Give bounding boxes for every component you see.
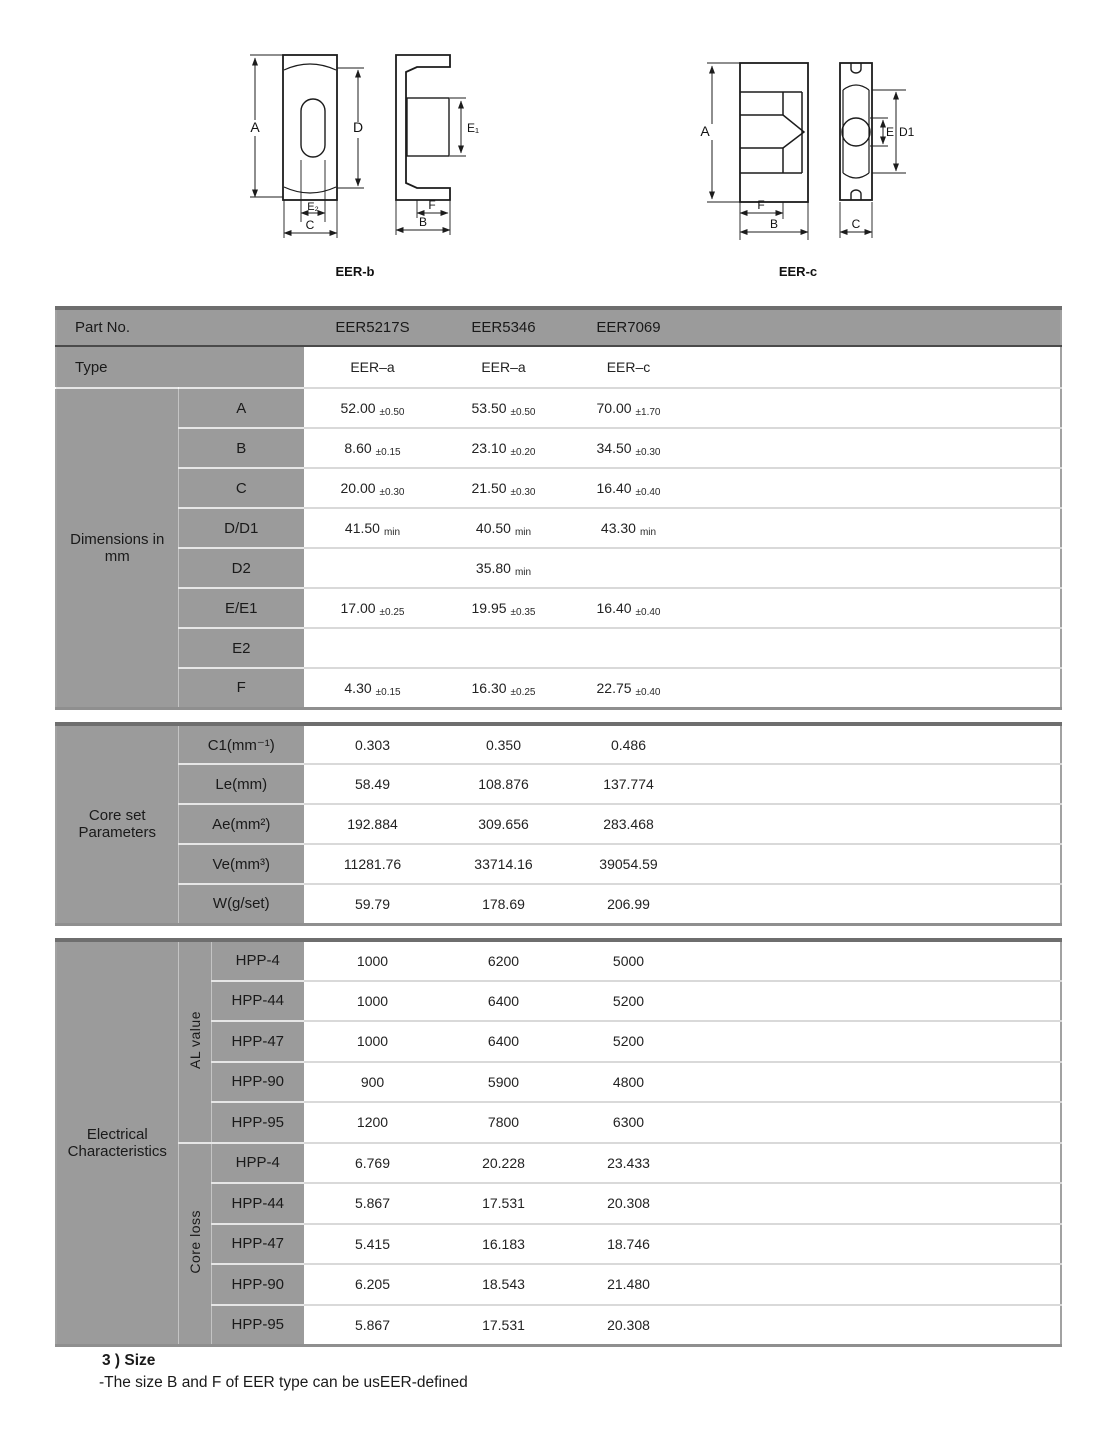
dim-row-f	[56, 668, 1061, 708]
core-loss-value: 5.415	[304, 1224, 441, 1265]
dim-row-label: F	[178, 668, 304, 708]
dim-value-cell	[566, 588, 691, 628]
al-value: 1000	[304, 1021, 441, 1062]
dim-tolerance: ±0.40	[635, 607, 661, 618]
empty-cell	[691, 724, 1061, 764]
type-label: Type	[56, 346, 304, 388]
dim-value: 35.80	[475, 560, 511, 576]
empty-cell	[691, 428, 1061, 468]
empty-cell	[691, 1102, 1061, 1143]
core-value: 309.656	[441, 804, 566, 844]
dim-row-e-e1	[56, 588, 1061, 628]
dimensions-table	[55, 306, 1062, 710]
dim-label-d: D	[352, 119, 364, 135]
dim-row-label: B	[178, 428, 304, 468]
dim-row-label: A	[178, 388, 304, 428]
core-loss-value: 20.308	[566, 1305, 691, 1346]
empty-cell	[691, 1305, 1061, 1346]
empty-cell	[691, 764, 1061, 804]
eer-b-diagram	[230, 40, 480, 285]
al-value: 1200	[304, 1102, 441, 1143]
material-label: HPP-44	[211, 1183, 304, 1224]
al-value: 5200	[566, 1021, 691, 1062]
core-value: 39054.59	[566, 844, 691, 884]
core-row-label: Ve(mm³)	[178, 844, 304, 884]
dim-label-f: F	[428, 198, 436, 212]
material-label: HPP-90	[211, 1062, 304, 1103]
dim-value-cell	[566, 628, 691, 668]
dim-tolerance: ±0.15	[375, 447, 401, 458]
size-note-heading: 3 ) Size	[102, 1352, 156, 1369]
core-value: 11281.76	[304, 844, 441, 884]
core-parameters-table	[55, 722, 1062, 926]
empty-cell	[691, 388, 1061, 428]
core-value: 58.49	[304, 764, 441, 804]
dim-value: 53.50	[471, 400, 507, 416]
dim-label-a: A	[700, 123, 710, 139]
dim-value-cell	[304, 428, 441, 468]
core-row-label: W(g/set)	[178, 884, 304, 924]
dim-tolerance: ±0.50	[510, 407, 536, 418]
dim-value-cell	[441, 388, 566, 428]
loss-row-hpp4	[56, 1143, 1061, 1184]
dim-value-cell	[304, 588, 441, 628]
al-value: 1000	[304, 940, 441, 981]
dim-label-c: C	[851, 217, 861, 231]
dim-value-cell	[441, 628, 566, 668]
dim-value: 20.00	[340, 480, 376, 496]
dim-value: 21.50	[471, 480, 507, 496]
dim-tolerance: ±0.25	[379, 607, 405, 618]
dim-value: 17.00	[340, 600, 376, 616]
core-loss-value: 17.531	[441, 1183, 566, 1224]
al-value: 7800	[441, 1102, 566, 1143]
core-loss-value: 6.205	[304, 1264, 441, 1305]
dim-tolerance: ±0.30	[510, 487, 536, 498]
core-loss-value: 21.480	[566, 1264, 691, 1305]
dim-value-cell	[304, 388, 441, 428]
eer-c-diagram	[680, 40, 930, 285]
dim-tolerance: ±0.20	[510, 447, 536, 458]
dim-value-cell	[441, 548, 566, 588]
type-value: EER–a	[304, 346, 441, 388]
al-value-label	[178, 940, 211, 1143]
dim-tolerance: ±0.40	[635, 686, 661, 698]
dim-value: 70.00	[596, 400, 632, 416]
dim-value: 22.75	[596, 679, 632, 696]
empty-cell	[691, 1183, 1061, 1224]
type-value: EER–a	[441, 346, 566, 388]
empty-cell	[691, 1224, 1061, 1265]
dim-label-f: F	[757, 198, 765, 212]
dim-value-cell	[304, 628, 441, 668]
dim-tolerance: ±0.35	[510, 607, 536, 618]
al-value: 6300	[566, 1102, 691, 1143]
eer-b-side-view	[396, 55, 450, 200]
empty-cell	[691, 1143, 1061, 1184]
core-loss-value: 5.867	[304, 1305, 441, 1346]
material-label: HPP-47	[211, 1021, 304, 1062]
part-no-row	[56, 308, 1061, 346]
dim-value-cell	[441, 428, 566, 468]
core-loss-value: 20.308	[566, 1183, 691, 1224]
material-label: HPP-90	[211, 1264, 304, 1305]
al-value: 6200	[441, 940, 566, 981]
part-number: EER5217S	[304, 308, 441, 346]
material-label: HPP-95	[211, 1305, 304, 1346]
material-label: HPP-4	[211, 940, 304, 981]
core-group-label: Core set Parameters	[56, 724, 178, 924]
part-number: EER7069	[566, 308, 691, 346]
dim-tolerance: ±0.50	[379, 407, 405, 418]
dim-row-d-d1	[56, 508, 1061, 548]
dim-value: 16.30	[471, 679, 507, 696]
dim-value-cell	[441, 588, 566, 628]
core-loss-value: 23.433	[566, 1143, 691, 1184]
core-loss-value: 16.183	[441, 1224, 566, 1265]
dimensions-group-label: Dimensions in mm	[56, 388, 178, 708]
eer-b-front-view	[283, 55, 337, 200]
al-value: 900	[304, 1062, 441, 1103]
dim-label-d1: D1	[899, 125, 915, 139]
core-loss-value: 18.746	[566, 1224, 691, 1265]
empty-cell	[691, 804, 1061, 844]
dim-value: 23.10	[471, 440, 507, 456]
core-value: 108.876	[441, 764, 566, 804]
dim-value: 41.50	[344, 520, 380, 536]
dim-label-e1: E₁	[467, 121, 480, 135]
dim-tolerance: ±0.15	[375, 686, 401, 698]
eer-c-e-view	[740, 63, 808, 202]
dim-value-cell	[566, 548, 691, 588]
core-row-label: C1(mm⁻¹)	[178, 724, 304, 764]
dim-value: 16.40	[596, 480, 632, 496]
core-value: 0.303	[304, 724, 441, 764]
al-value: 1000	[304, 981, 441, 1022]
dim-value-cell	[566, 508, 691, 548]
core-value: 0.486	[566, 724, 691, 764]
core-row-w	[56, 884, 1061, 924]
core-value: 178.69	[441, 884, 566, 924]
empty-cell	[691, 1021, 1061, 1062]
al-value: 6400	[441, 1021, 566, 1062]
core-loss-label	[178, 1143, 211, 1346]
dim-value-cell	[304, 668, 441, 708]
empty-cell	[691, 548, 1061, 588]
core-loss-value: 6.769	[304, 1143, 441, 1184]
core-row-ve	[56, 844, 1061, 884]
dim-label-c: C	[305, 218, 315, 232]
al-row-hpp4	[56, 940, 1061, 981]
dim-value: 4.30	[344, 679, 372, 696]
eer-c-post-view	[840, 63, 872, 200]
empty-cell	[691, 508, 1061, 548]
dim-tolerance: ±0.30	[379, 487, 405, 498]
core-row-le	[56, 764, 1061, 804]
core-value: 206.99	[566, 884, 691, 924]
dim-row-label: E2	[178, 628, 304, 668]
empty-cell	[691, 981, 1061, 1022]
material-label: HPP-95	[211, 1102, 304, 1143]
core-loss-value: 17.531	[441, 1305, 566, 1346]
dim-value-cell	[566, 668, 691, 708]
electrical-characteristics-table	[55, 938, 1062, 1347]
core-value: 33714.16	[441, 844, 566, 884]
part-number: EER5346	[441, 308, 566, 346]
al-value-rotated-text: AL value	[186, 1010, 203, 1069]
dim-value-cell	[566, 468, 691, 508]
part-no-label: Part No.	[56, 308, 304, 346]
core-row-label: Le(mm)	[178, 764, 304, 804]
al-value: 6400	[441, 981, 566, 1022]
dim-label-a: A	[250, 119, 260, 135]
dim-label-e: E	[886, 125, 895, 139]
empty-cell	[691, 628, 1061, 668]
empty-cell	[691, 884, 1061, 924]
empty-cell	[691, 346, 1061, 388]
size-note-text: -The size B and F of EER type can be usEER-defined	[99, 1374, 468, 1391]
core-row-ae	[56, 804, 1061, 844]
empty-cell	[691, 308, 1061, 346]
dim-label-e2: E₂	[307, 201, 319, 213]
dim-row-c	[56, 468, 1061, 508]
dim-row-a	[56, 388, 1061, 428]
material-label: HPP-47	[211, 1224, 304, 1265]
core-value: 137.774	[566, 764, 691, 804]
dim-row-label: C	[178, 468, 304, 508]
diagram-caption-eer-c: EER-c	[778, 264, 818, 279]
empty-cell	[691, 668, 1061, 708]
empty-cell	[691, 940, 1061, 981]
dim-tolerance: ±0.40	[635, 487, 661, 498]
dim-value: 19.95	[471, 600, 507, 616]
empty-cell	[691, 588, 1061, 628]
dim-value-cell	[441, 668, 566, 708]
dim-row-d2	[56, 548, 1061, 588]
dim-value-cell	[304, 468, 441, 508]
type-value: EER–c	[566, 346, 691, 388]
al-value: 5200	[566, 981, 691, 1022]
core-loss-value: 20.228	[441, 1143, 566, 1184]
diagram-caption-eer-b: EER-b	[335, 264, 375, 279]
dim-tolerance: min	[514, 527, 532, 538]
core-loss-value: 5.867	[304, 1183, 441, 1224]
dim-label-b: B	[418, 215, 428, 229]
dim-value: 40.50	[475, 520, 511, 536]
empty-cell	[691, 468, 1061, 508]
dim-tolerance: ±0.25	[510, 686, 536, 698]
dim-value-cell	[441, 508, 566, 548]
core-value: 192.884	[304, 804, 441, 844]
core-value: 283.468	[566, 804, 691, 844]
dim-tolerance: min	[639, 527, 657, 538]
empty-cell	[691, 844, 1061, 884]
dim-value-cell	[304, 508, 441, 548]
material-label: HPP-44	[211, 981, 304, 1022]
al-value: 4800	[566, 1062, 691, 1103]
dim-value: 52.00	[340, 400, 376, 416]
dim-value: 8.60	[344, 440, 372, 456]
al-value: 5900	[441, 1062, 566, 1103]
core-value: 59.79	[304, 884, 441, 924]
dim-value-cell	[566, 428, 691, 468]
material-label: HPP-4	[211, 1143, 304, 1184]
dim-tolerance: ±1.70	[635, 407, 661, 418]
electrical-group-label: Electrical Characteristics	[56, 940, 178, 1345]
dim-value-cell	[566, 388, 691, 428]
core-row-c1	[56, 724, 1061, 764]
dim-row-label: D/D1	[178, 508, 304, 548]
dim-row-label: D2	[178, 548, 304, 588]
empty-cell	[691, 1264, 1061, 1305]
dim-tolerance: min	[514, 567, 532, 578]
dim-label-b: B	[769, 217, 779, 231]
dim-row-e2	[56, 628, 1061, 668]
dim-tolerance: min	[383, 527, 401, 538]
dim-tolerance: ±0.30	[635, 447, 661, 458]
core-loss-value: 18.543	[441, 1264, 566, 1305]
core-row-label: Ae(mm²)	[178, 804, 304, 844]
dim-value-cell	[441, 468, 566, 508]
dim-row-label: E/E1	[178, 588, 304, 628]
al-value: 5000	[566, 940, 691, 981]
dim-value: 34.50	[596, 440, 632, 456]
dim-row-b	[56, 428, 1061, 468]
empty-cell	[691, 1062, 1061, 1103]
core-value: 0.350	[441, 724, 566, 764]
type-row	[56, 346, 1061, 388]
eer-c-dimension-lines	[707, 63, 906, 240]
dim-value: 16.40	[596, 600, 632, 616]
dim-value: 43.30	[600, 520, 636, 536]
dim-value-cell	[304, 548, 441, 588]
core-loss-rotated-text: Core loss	[186, 1209, 203, 1274]
